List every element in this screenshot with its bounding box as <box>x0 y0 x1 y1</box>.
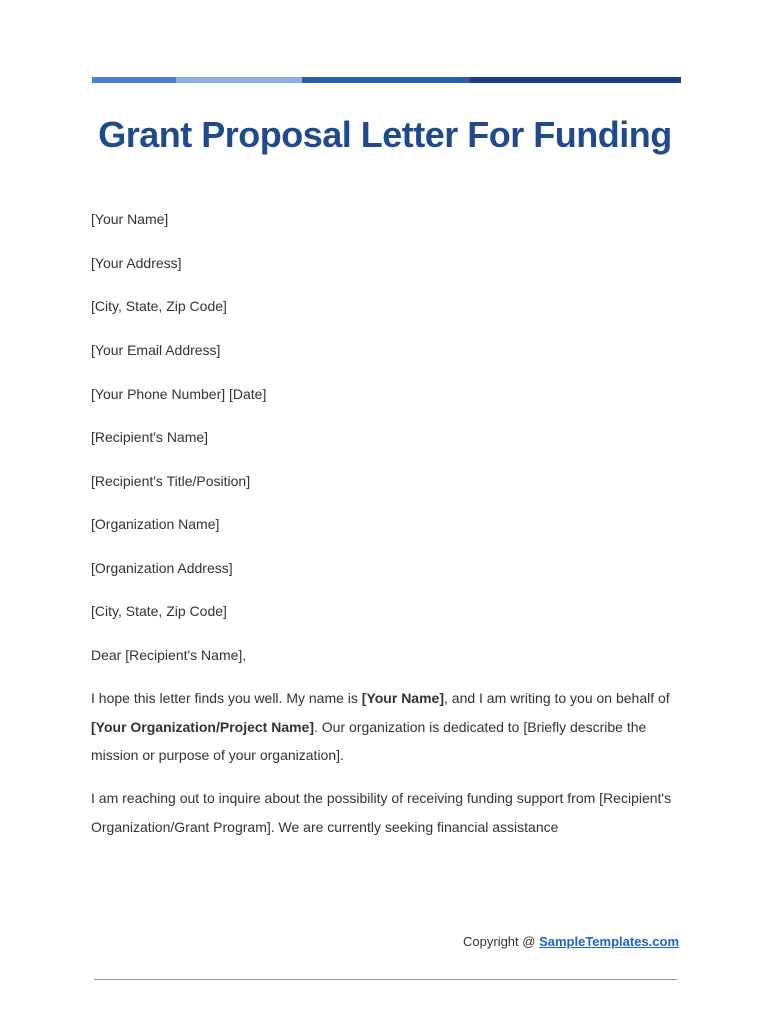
intro-text-3: . Our organization is dedicated to [Briefly describe the mission or purpose of your organization]. <box>91 718 647 763</box>
accent-bar-segment <box>176 77 302 83</box>
accent-bar-segment <box>302 77 470 83</box>
intro-text-1: I hope this letter finds you well. My name is <box>91 690 362 706</box>
sender-email: [Your Email Address] <box>91 342 221 358</box>
copyright-prefix: Copyright @ <box>463 934 540 949</box>
accent-bar-segment <box>470 77 681 83</box>
intro-your-name: [Your Name] <box>361 690 444 706</box>
sender-name: [Your Name] <box>91 211 169 227</box>
header-accent-bar <box>92 77 681 83</box>
footer-divider <box>94 979 677 980</box>
sender-address: [Your Address] <box>91 255 182 271</box>
sender-phone-date: [Your Phone Number] [Date] <box>91 386 267 402</box>
sampletemplates-link[interactable]: SampleTemplates.com <box>539 934 679 949</box>
recipient-title: [Recipient's Title/Position] <box>91 473 251 489</box>
recipient-city-state-zip: [City, State, Zip Code] <box>91 603 227 619</box>
salutation: Dear [Recipient's Name], <box>91 647 247 663</box>
intro-paragraph <box>91 684 686 770</box>
recipient-organization: [Organization Name] <box>91 516 220 532</box>
accent-bar-segment <box>92 77 176 83</box>
recipient-org-address: [Organization Address] <box>91 560 233 576</box>
intro-text-2: , and I am writing to you on behalf of <box>444 690 670 706</box>
document-title: Grant Proposal Letter For Funding <box>98 114 672 155</box>
intro-organization-name: [Your Organization/Project Name] <box>91 718 314 735</box>
copyright-notice <box>463 934 679 949</box>
sender-city-state-zip: [City, State, Zip Code] <box>91 298 227 314</box>
recipient-name: [Recipient's Name] <box>91 429 209 445</box>
funding-paragraph: I am reaching out to inquire about the possibility of receiving funding support from [Recipient's Organization/Grant Program]. We are currently seeking financial assistance <box>91 790 672 835</box>
